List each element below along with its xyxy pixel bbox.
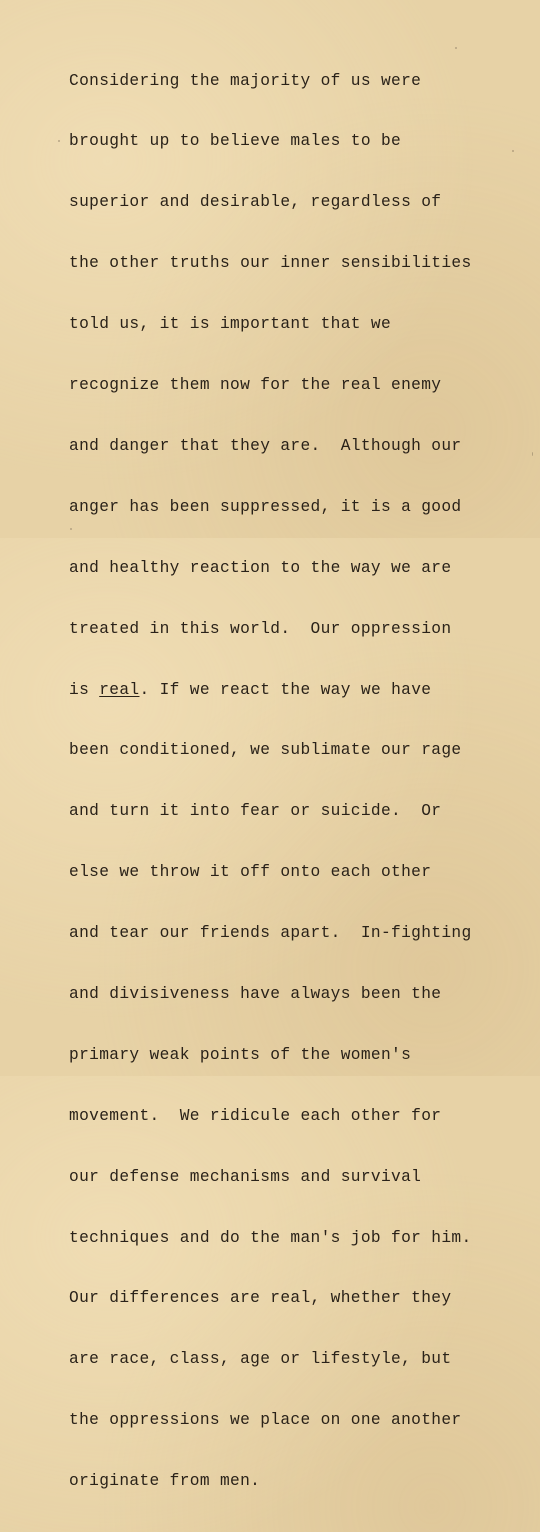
text-line: been conditioned, we sublimate our rage (69, 741, 462, 760)
text-line: and tear our friends apart. In-fighting (69, 924, 472, 943)
text-line: told us, it is important that we (69, 315, 392, 334)
text-line: recognize them now for the real enemy (69, 376, 442, 395)
text-segment: is (69, 680, 100, 699)
text-line: superior and desirable, regardless of (69, 193, 442, 212)
underlined-word: real (99, 680, 140, 699)
text-line: Our differences are real, whether they (69, 1289, 452, 1308)
paper-speck (455, 47, 457, 49)
text-line: brought up to believe males to be (69, 132, 402, 151)
text-segment: . If we react the way we have (139, 680, 432, 699)
text-line: techniques and do the man's job for him. (69, 1228, 472, 1247)
text-line: are race, class, age or lifestyle, but (69, 1350, 452, 1369)
text-line: and danger that they are. Although our (69, 436, 462, 455)
text-line: treated in this world. Our oppression (69, 619, 452, 638)
text-line: movement. We ridicule each other for (69, 1106, 442, 1125)
text-line: anger has been suppressed, it is a good (69, 497, 462, 516)
text-line: originate from men. (69, 1472, 261, 1491)
text-line: the other truths our inner sensibilities (69, 254, 472, 273)
text-line: and turn it into fear or suicide. Or (69, 802, 442, 821)
text-line: the oppressions we place on one another (69, 1411, 462, 1430)
text-line: else we throw it off onto each other (69, 863, 432, 882)
text-line: and healthy reaction to the way we are (69, 558, 452, 577)
text-line: and divisiveness have always been the (69, 984, 442, 1003)
text-line: Considering the majority of us were (69, 71, 422, 90)
paper-speck (70, 528, 72, 530)
paper-speck (532, 452, 533, 456)
text-line: primary weak points of the women's (69, 1045, 412, 1064)
paper-speck (512, 150, 514, 152)
text-line-with-underline (69, 680, 529, 700)
typewritten-paragraph (69, 30, 529, 1532)
text-line: our defense mechanisms and survival (69, 1167, 422, 1186)
paper-speck (58, 140, 60, 142)
